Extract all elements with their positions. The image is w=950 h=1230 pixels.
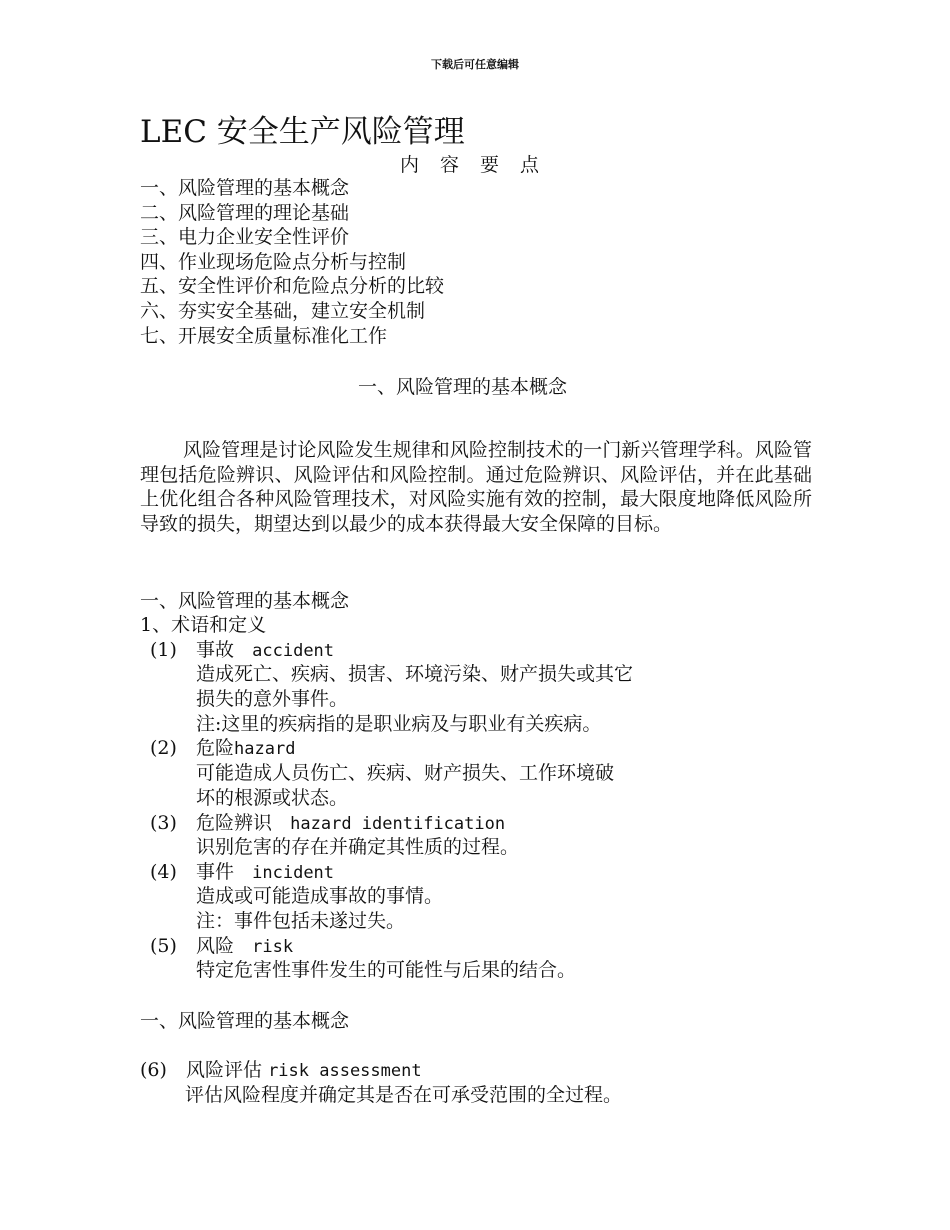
term-number: (3) — [150, 812, 177, 834]
term-1 — [150, 638, 334, 664]
toc-item-6: 六、夯实安全基础，建立安全机制 — [140, 299, 426, 322]
term-1-line-2: 损失的意外事件。 — [196, 688, 349, 710]
toc-item-5: 五、安全性评价和危险点分析的比较 — [140, 275, 445, 298]
term-6 — [140, 1058, 422, 1084]
toc-item-1: 一、风险管理的基本概念 — [140, 177, 350, 199]
term-2 — [150, 736, 295, 762]
header-note: 下载后可任意编辑 — [431, 58, 519, 71]
term-number: (1) — [150, 639, 177, 661]
toc-item-2: 二、风险管理的理论基础 — [140, 201, 350, 224]
term-english: hazard identification — [290, 814, 506, 834]
term-english: incident — [252, 863, 335, 883]
term-name: 事故 — [196, 639, 235, 661]
term-number: (6) — [140, 1059, 167, 1081]
term-6-line-1: 评估风险程度并确定其是否在可承受范围的全过程。 — [185, 1084, 623, 1106]
section-heading: 一、风险管理的基本概念 — [140, 590, 350, 612]
section-heading-centered: 一、风险管理的基本概念 — [358, 376, 568, 398]
term-number: (4) — [150, 861, 177, 883]
document-title: LEC 安全生产风险管理 — [140, 114, 465, 150]
term-name: 危险 — [196, 737, 235, 759]
term-5 — [150, 934, 293, 960]
term-name: 事件 — [196, 861, 235, 883]
term-3 — [150, 811, 505, 837]
term-number: (5) — [150, 935, 177, 957]
term-4-note: 注：事件包括未遂过失。 — [196, 910, 406, 932]
toc-item-4: 四、作业现场危险点分析与控制 — [140, 250, 407, 273]
term-english: hazard — [234, 739, 296, 759]
term-5-line-1: 特定危害性事件发生的可能性与后果的结合。 — [196, 959, 577, 981]
toc-item-3: 三、电力企业安全性评价 — [140, 226, 350, 249]
term-2-line-2: 坏的根源或状态。 — [196, 787, 349, 809]
term-4 — [150, 860, 334, 886]
toc-item-7: 七、开展安全质量标准化工作 — [140, 324, 388, 347]
subheading-terms: 1、术语和定义 — [140, 614, 267, 636]
section-heading-repeat: 一、风险管理的基本概念 — [140, 1010, 350, 1032]
term-1-note: 注:这里的疾病指的是职业病及与职业有关疾病。 — [196, 713, 602, 735]
term-number: (2) — [150, 737, 177, 759]
intro-paragraph: 风险管理是讨论风险发生规律和风险控制技术的一门新兴管理学科。风险管理包括危险辨识、风险评估和风险控制。通过危险辨识、风险评估，并在此基础上优化组合各种风险管理技术，对风险实施有效的控制，最大限度地降低风险所导致的损失，期望达到以最少的成本获得最大安全保障的目标。 — [140, 439, 812, 535]
term-name: 危险辨识 — [196, 812, 273, 834]
term-english: accident — [252, 641, 335, 661]
term-name: 风险评估 — [186, 1059, 263, 1081]
term-1-line-1: 造成死亡、疾病、损害、环境污染、财产损失或其它 — [196, 663, 634, 685]
term-3-line-1: 识别危害的存在并确定其性质的过程。 — [196, 836, 520, 858]
term-2-line-1: 可能造成人员伤亡、疾病、财产损失、工作环境破 — [196, 762, 615, 784]
term-english: risk — [252, 937, 294, 957]
term-english: risk assessment — [268, 1061, 422, 1081]
toc-heading: 内容要点 — [400, 154, 561, 176]
term-name: 风险 — [196, 935, 235, 957]
term-4-line-1: 造成或可能造成事故的事情。 — [196, 885, 444, 907]
table-of-contents — [140, 176, 444, 348]
